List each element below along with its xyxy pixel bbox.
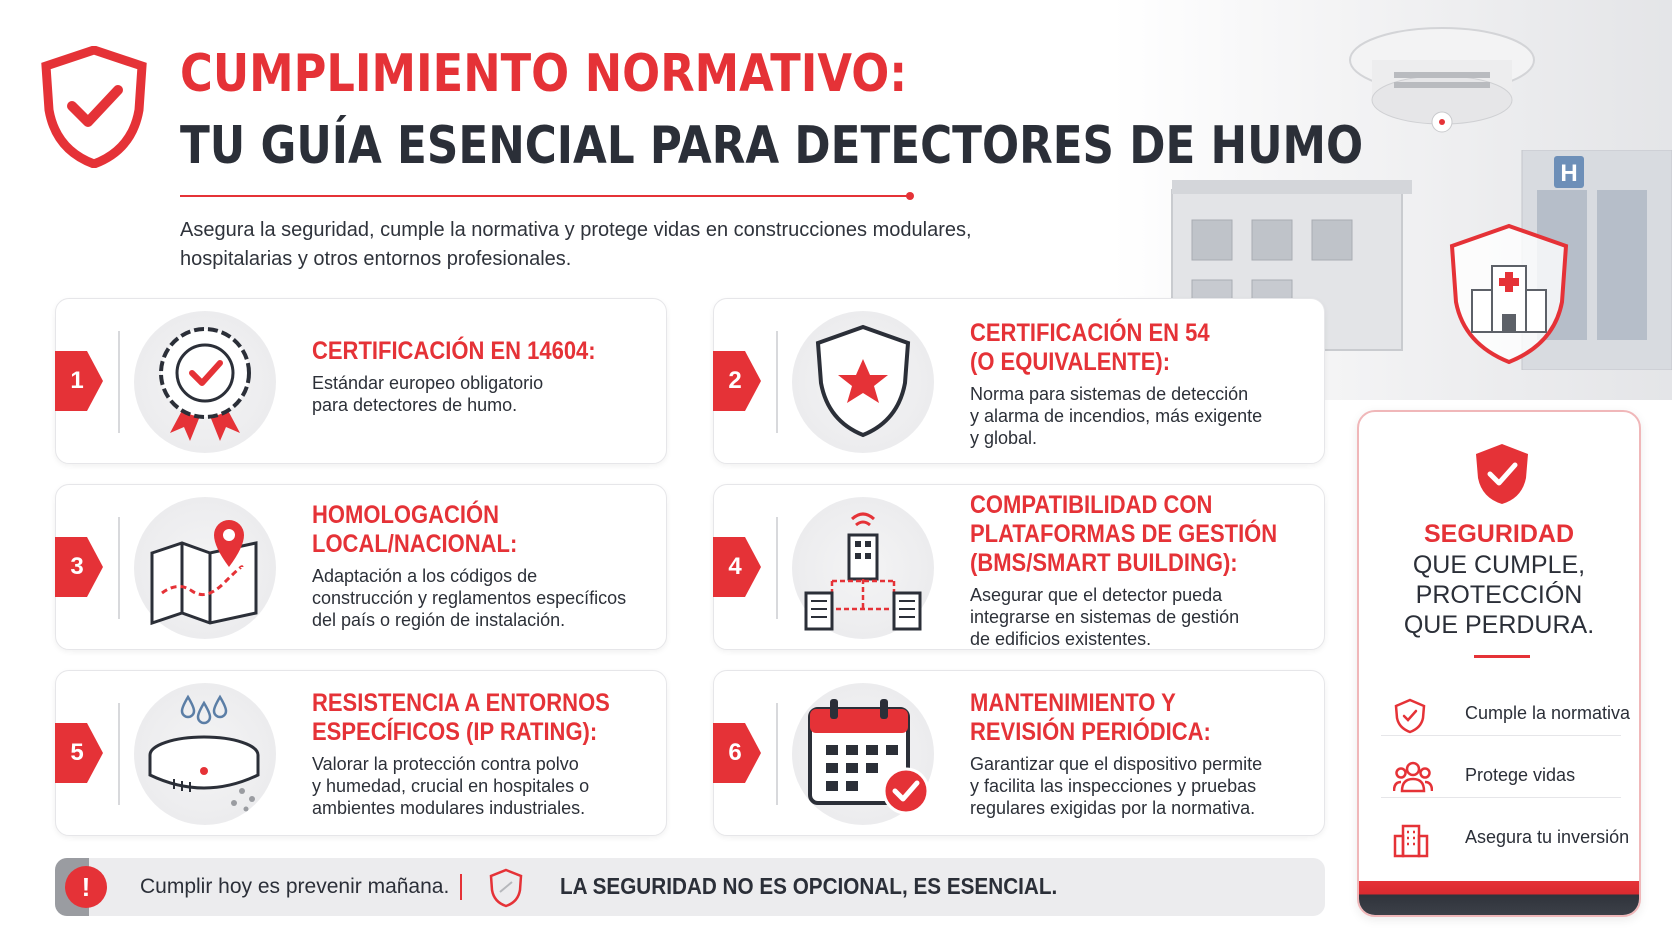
shield-outline-icon — [488, 868, 524, 908]
title-divider — [180, 195, 910, 197]
card-title: CERTIFICACIÓN EN 54 (O EQUIVALENTE): — [970, 319, 1210, 376]
card-title: COMPATIBILIDAD CON PLATAFORMAS DE GESTIÓN (BMS/SMART BUILDING): — [970, 491, 1278, 577]
card-description: Estándar europeo obligatorio para detectores de humo. — [312, 373, 544, 415]
footer-banner — [55, 858, 1325, 916]
footer-slogan: Cumplir hoy es prevenir mañana. — [140, 875, 450, 898]
card-description: Adaptación a los códigos de construcción y reglamentos específicos del país o región de instalación. — [312, 566, 627, 630]
side-item-asegura — [1381, 816, 1630, 860]
requirement-card-5 — [55, 670, 667, 836]
network-buildings-icon — [792, 497, 934, 639]
side-panel-footer-band — [1359, 881, 1639, 915]
side-item-protege — [1381, 754, 1621, 798]
page-title-line2: TU GUÍA ESENCIAL PARA DETECTORES DE HUMO — [180, 116, 1364, 176]
requirement-card-6 — [713, 670, 1325, 836]
card-title: HOMOLOGACIÓN LOCAL/NACIONAL: — [312, 501, 518, 558]
side-item-label: Protege vidas — [1465, 765, 1576, 785]
star-shield-icon — [792, 311, 934, 453]
shield-check-icon — [1393, 698, 1427, 734]
card-divider — [118, 331, 120, 433]
card-description: Valorar la protección contra polvo y humedad, crucial en hospitales o ambientes modulares industriales. — [312, 754, 590, 818]
card-divider — [118, 517, 120, 619]
card-description: Norma para sistemas de detección y alarma de incendios, más exigente y global. — [970, 384, 1263, 448]
number-label: 5 — [70, 739, 84, 766]
number-label: 4 — [728, 553, 742, 580]
award-badge-icon — [134, 311, 276, 453]
hospital-sign-letter: H — [1560, 160, 1578, 187]
card-divider — [776, 517, 778, 619]
number-tag-2 — [713, 351, 763, 411]
requirement-card-4 — [713, 484, 1325, 650]
side-item-label: Asegura tu inversión — [1465, 827, 1630, 847]
alert-icon: ! — [65, 866, 107, 908]
footer-separator — [460, 874, 462, 900]
card-description: Asegurar que el detector pueda integrarse en sistemas de gestión de edificios existentes. — [970, 585, 1240, 649]
side-item-cumple — [1381, 692, 1631, 736]
side-divider — [1474, 655, 1530, 658]
card-title: RESISTENCIA A ENTORNOS ESPECÍFICOS (IP RATING): — [312, 689, 610, 746]
number-label: 1 — [70, 367, 84, 394]
people-icon — [1393, 760, 1433, 794]
card-divider — [118, 703, 120, 805]
number-tag-6 — [713, 723, 763, 783]
card-description: Garantizar que el dispositivo permite y facilita las inspecciones y pruebas regulares exigidas por la normativa. — [970, 754, 1263, 818]
side-heading: QUE CUMPLE, PROTECCIÓN QUE PERDURA. — [1403, 551, 1595, 639]
side-item-label: Cumple la normativa — [1465, 703, 1631, 723]
smoke-detector-illustration — [1342, 20, 1542, 150]
side-summary-panel — [1357, 410, 1641, 917]
card-title: CERTIFICACIÓN EN 14604: — [312, 337, 596, 365]
number-tag-5 — [55, 723, 105, 783]
number-tag-3 — [55, 537, 105, 597]
number-label: 6 — [728, 739, 742, 766]
requirement-card-2 — [713, 298, 1325, 464]
hospital-shield-icon — [1444, 222, 1574, 366]
calendar-check-icon — [792, 683, 934, 825]
requirement-card-1 — [55, 298, 667, 464]
card-title: MANTENIMIENTO Y REVISIÓN PERIÓDICA: — [970, 689, 1211, 746]
page-subtitle: Asegura la seguridad, cumple la normativa y protege vidas en construcciones modulares, hospitalarias y otros entornos profesionales. — [180, 219, 972, 270]
number-tag-1 — [55, 351, 105, 411]
side-heading-accent: SEGURIDAD — [1423, 520, 1574, 548]
number-label: 3 — [70, 553, 84, 580]
number-tag-4 — [713, 537, 763, 597]
shield-check-logo-icon — [40, 46, 148, 168]
page-title-line1: CUMPLIMIENTO NORMATIVO: — [180, 44, 908, 104]
detector-water-dust-icon — [134, 683, 276, 825]
requirement-card-3 — [55, 484, 667, 650]
card-divider — [776, 331, 778, 433]
shield-check-icon — [1474, 442, 1530, 506]
card-divider — [776, 703, 778, 805]
building-icon — [1393, 822, 1429, 858]
map-pin-icon — [134, 497, 276, 639]
footer-tagline: LA SEGURIDAD NO ES OPCIONAL, ES ESENCIAL. — [560, 873, 1058, 899]
number-label: 2 — [728, 367, 742, 394]
